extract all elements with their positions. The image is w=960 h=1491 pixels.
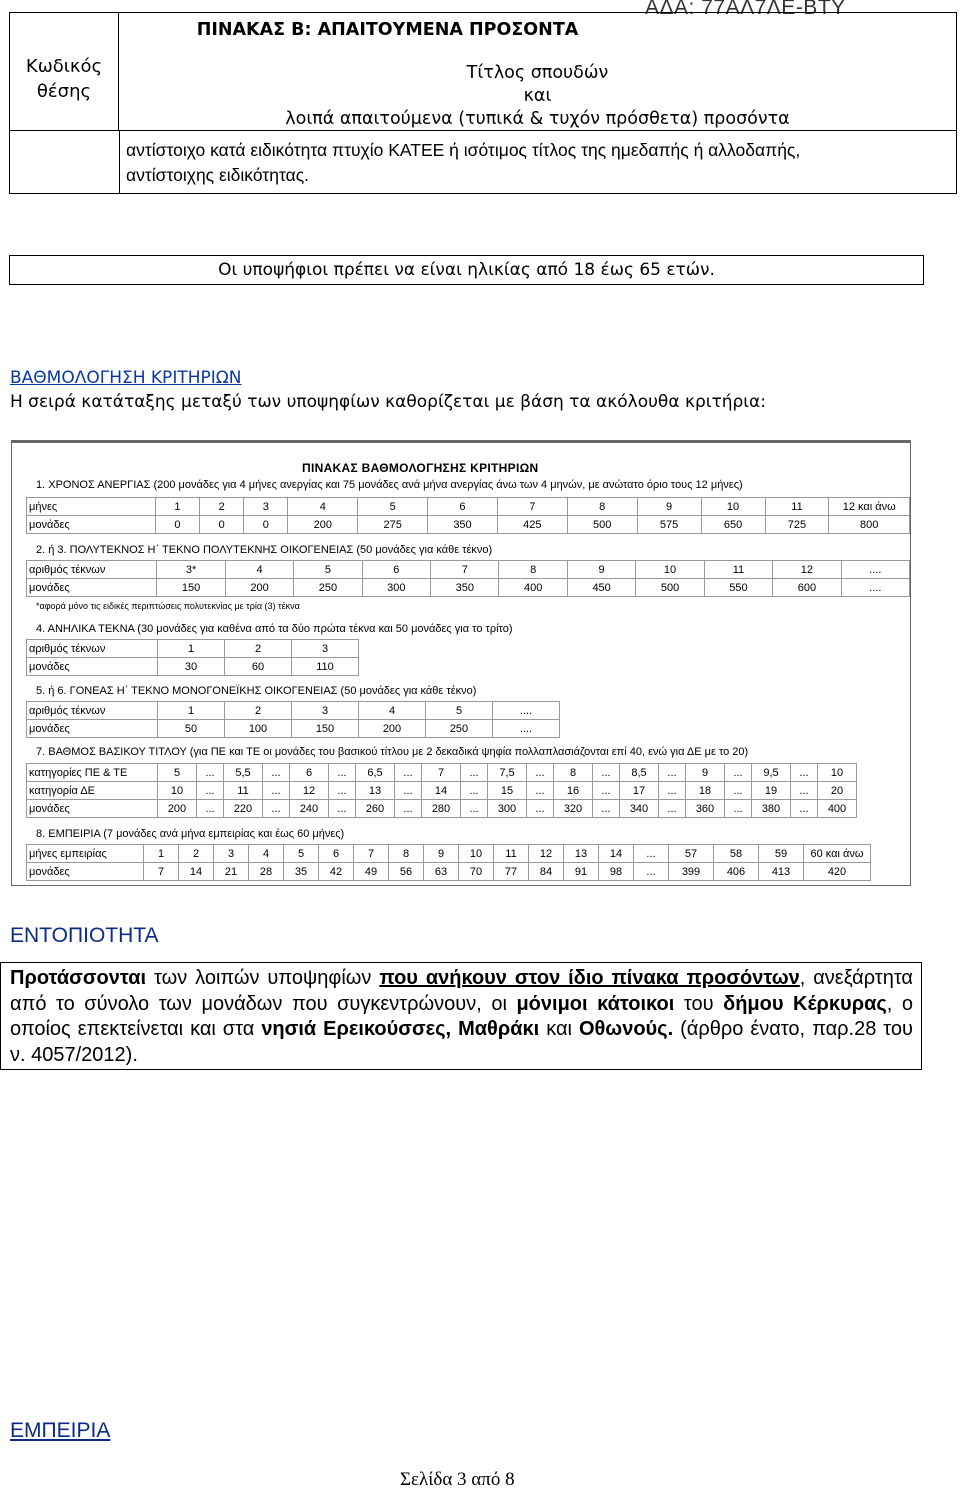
grading-cell: 725 <box>765 516 829 534</box>
locality-b1: Προτάσσονται <box>10 967 147 989</box>
grading-cell: 3 <box>292 702 359 720</box>
grading-cell: ... <box>593 800 620 818</box>
grading-cell: 98 <box>599 863 634 881</box>
grading-cell: 8 <box>567 498 637 516</box>
grading-cell: 10 <box>636 561 704 579</box>
grading-cell: ... <box>197 764 224 782</box>
grading-cell: 1 <box>155 498 199 516</box>
section-4-table <box>26 639 359 676</box>
grading-row-label: μονάδες <box>27 516 156 534</box>
grading-row <box>27 516 910 534</box>
grading-row <box>27 764 857 782</box>
grading-row <box>27 702 560 720</box>
grading-cell: 7 <box>422 764 461 782</box>
qualifications-header <box>119 13 956 130</box>
grading-cell: 63 <box>424 863 459 881</box>
grading-cell: 8 <box>389 845 424 863</box>
grading-cell: 3 <box>244 498 288 516</box>
locality-b3: δήμου Κέρκυρας <box>723 992 887 1015</box>
page-word: Σελίδα <box>400 1469 453 1490</box>
grading-row <box>27 640 359 658</box>
grading-cell: 413 <box>759 863 804 881</box>
section-8-heading: 8. ΕΜΠΕΙΡΙΑ (7 μονάδες ανά μήνα εμπειρίας και έως 60 μήνες) <box>36 828 345 840</box>
grading-row <box>27 782 857 800</box>
grading-cell: ... <box>725 800 752 818</box>
locality-t4: , ο οποίος επεκτείνεται και στα <box>10 992 913 1040</box>
grading-cell: 4 <box>249 845 284 863</box>
grading-cell: ... <box>659 782 686 800</box>
grading-cell: 500 <box>567 516 637 534</box>
grading-cell: 58 <box>714 845 759 863</box>
grading-cell: 10 <box>158 782 197 800</box>
grading-cell: 550 <box>704 579 772 597</box>
grading-cell: 240 <box>290 800 329 818</box>
grading-cell: ... <box>263 800 290 818</box>
grading-row <box>27 658 359 676</box>
qualifications-label-1: Τίτλος σπουδών <box>466 63 609 83</box>
grading-cell: 800 <box>829 516 910 534</box>
grading-cell: 57 <box>669 845 714 863</box>
age-requirement-box: Οι υποψήφιοι πρέπει να είναι ηλικίας από 18 έως 65 ετών. <box>9 255 924 285</box>
grading-cell: 5,5 <box>224 764 263 782</box>
scoring-heading: ΒΑΘΜΟΛΟΓΗΣΗ ΚΡΙΤΗΡΙΩΝ <box>10 368 242 388</box>
grading-cell: 59 <box>759 845 804 863</box>
locality-b5: Οθωνούς. <box>578 1018 674 1040</box>
section-2-table <box>26 560 910 597</box>
grading-cell: 60 και άνω <box>804 845 871 863</box>
grading-table-title: ΠΙΝΑΚΑΣ ΒΑΘΜΟΛΟΓΗΣΗΣ ΚΡΙΤΗΡΙΩΝ <box>302 461 539 475</box>
grading-row-label: μήνες εμπειρίας <box>27 845 144 863</box>
locality-t1: των λοιπών υποψηφίων <box>146 967 380 989</box>
grading-cell: 2 <box>225 702 292 720</box>
grading-cell: 30 <box>158 658 225 676</box>
grading-cell: 2 <box>225 640 292 658</box>
grading-cell: 1 <box>158 640 225 658</box>
requirements-table <box>9 12 957 194</box>
grading-row-label: αριθμός τέκνων <box>27 640 158 658</box>
grading-row-label: μονάδες <box>27 579 157 597</box>
grading-cell: 6,5 <box>356 764 395 782</box>
grading-row-label: αριθμός τέκνων <box>27 561 157 579</box>
grading-cell: 400 <box>818 800 857 818</box>
grading-cell: 380 <box>752 800 791 818</box>
grading-row <box>27 498 910 516</box>
grading-cell: 280 <box>422 800 461 818</box>
locality-u1: που ανήκουν στον ίδιο πίνακα προσόντων <box>379 967 800 989</box>
grading-cell: ... <box>593 764 620 782</box>
locality-b2: μόνιμοι κάτοικοι <box>516 992 675 1015</box>
grading-cell: ... <box>527 800 554 818</box>
grading-cell: 450 <box>567 579 635 597</box>
grading-cell: 9 <box>637 498 701 516</box>
position-code-label-1: Κωδικός <box>25 55 103 77</box>
section-5-heading: 5. ή 6. ΓΟΝΕΑΣ Η΄ ΤΕΚΝΟ ΜΟΝΟΓΟΝΕΪΚΗΣ ΟΙΚΟΓΕΝΕΙΑΣ (50 μονάδες για κάθε τέκνο) <box>36 685 477 697</box>
grading-cell: ... <box>659 764 686 782</box>
qualifications-label-2: και <box>523 86 552 106</box>
grading-cell: 3* <box>157 561 225 579</box>
grading-cell: 17 <box>620 782 659 800</box>
grading-cell: ... <box>197 800 224 818</box>
grading-cell: 7 <box>497 498 567 516</box>
grading-cell: 10 <box>818 764 857 782</box>
locality-heading: ΕΝΤΟΠΙΟΤΗΤΑ <box>10 924 159 947</box>
grading-cell: 4 <box>225 561 293 579</box>
grading-cell: 60 <box>225 658 292 676</box>
grading-cell: .... <box>841 561 909 579</box>
grading-cell: 1 <box>144 845 179 863</box>
grading-cell: 275 <box>358 516 428 534</box>
grading-cell: 0 <box>155 516 199 534</box>
qualifications-label-3: λοιπά απαιτούμενα (τυπικά & τυχόν πρόσθετα) προσόντα <box>285 109 790 129</box>
grading-cell: 650 <box>701 516 765 534</box>
grading-cell: 200 <box>225 579 293 597</box>
grading-cell: 220 <box>224 800 263 818</box>
grading-cell: 14 <box>422 782 461 800</box>
grading-row <box>27 720 560 738</box>
locality-t6: (άρθρο ένατο, παρ.28 του ν. 4057/2012). <box>10 1018 913 1066</box>
grading-cell: ... <box>791 782 818 800</box>
qualifications-text-1: αντίστοιχο κατά ειδικότητα πτυχίο ΚΑΤΕΕ ή ισότιμος τίτλος της ημεδαπής ή αλλοδαπής, <box>126 140 801 160</box>
grading-cell: 50 <box>158 720 225 738</box>
grading-cell: 300 <box>362 579 430 597</box>
grading-cell: 100 <box>225 720 292 738</box>
grading-cell: 11 <box>494 845 529 863</box>
locality-b4: νησιά Ερεικούσσες, Μαθράκι <box>261 1018 540 1040</box>
grading-cell: ... <box>395 782 422 800</box>
section-8-table <box>26 844 871 881</box>
grading-cell: 14 <box>599 845 634 863</box>
grading-cell: 16 <box>554 782 593 800</box>
grading-cell: .... <box>493 702 560 720</box>
grading-cell: 200 <box>158 800 197 818</box>
grading-cell: 70 <box>459 863 494 881</box>
grading-cell: 12 <box>773 561 841 579</box>
grading-cell: 9,5 <box>752 764 791 782</box>
scoring-intro: Η σειρά κατάταξης μεταξύ των υποψηφίων καθορίζεται με βάση τα ακόλουθα κριτήρια: <box>10 392 766 412</box>
grading-cell: 400 <box>499 579 567 597</box>
grading-cell: 250 <box>426 720 493 738</box>
grading-cell: 0 <box>200 516 244 534</box>
grading-cell: 420 <box>804 863 871 881</box>
grading-cell: 10 <box>459 845 494 863</box>
grading-cell: 13 <box>356 782 395 800</box>
grading-cell: 91 <box>564 863 599 881</box>
grading-cell: 13 <box>564 845 599 863</box>
grading-cell: 15 <box>488 782 527 800</box>
section-2-footnote: *αφορά μόνο τις ειδικές περιπτώσεις πολυτεκνίας με τρία (3) τέκνα <box>36 601 300 611</box>
grading-row <box>27 579 910 597</box>
requirements-table-title: ΠΙΝΑΚΑΣ Β: ΑΠΑΙΤΟΥΜΕΝΑ ΠΡΟΣΟΝΤΑ <box>196 20 579 40</box>
grading-cell: 6 <box>319 845 354 863</box>
grading-cell: 5 <box>158 764 197 782</box>
grading-cell: 6 <box>362 561 430 579</box>
grading-cell: 5 <box>294 561 362 579</box>
grading-cell: 320 <box>554 800 593 818</box>
grading-cell: 399 <box>669 863 714 881</box>
qualifications-cell <box>120 131 956 193</box>
grading-cell: ... <box>634 863 669 881</box>
grading-row-label: μονάδες <box>27 800 158 818</box>
grading-cell: 21 <box>214 863 249 881</box>
grading-cell: 11 <box>765 498 829 516</box>
grading-row-label: μήνες <box>27 498 156 516</box>
grading-cell: ... <box>725 764 752 782</box>
grading-cell: 11 <box>224 782 263 800</box>
grading-cell: 340 <box>620 800 659 818</box>
grading-cell: ... <box>263 764 290 782</box>
position-code-label-2: θέσης <box>36 80 92 102</box>
section-5-table <box>26 701 560 738</box>
grading-cell: ... <box>329 764 356 782</box>
qualifications-text-2: αντίστοιχης ειδικότητας. <box>126 165 310 185</box>
grading-row <box>27 863 871 881</box>
grading-cell: ... <box>659 800 686 818</box>
ada-code: ΑΔΑ: 77ΑΛ7ΛΕ-ΒΤΥ <box>645 0 846 19</box>
locality-t3: του <box>674 992 724 1015</box>
locality-t5: και <box>539 1018 579 1040</box>
grading-cell: ... <box>263 782 290 800</box>
grading-cell: ... <box>395 800 422 818</box>
grading-cell: ... <box>329 800 356 818</box>
requirements-row <box>10 131 956 193</box>
grading-cell: ... <box>461 782 488 800</box>
grading-cell: 14 <box>179 863 214 881</box>
grading-cell: 0 <box>244 516 288 534</box>
experience-heading: ΕΜΠΕΙΡΙΑ <box>10 1419 111 1442</box>
grading-row-label: μονάδες <box>27 720 158 738</box>
grading-cell: 9 <box>424 845 459 863</box>
grading-cell: 7 <box>354 845 389 863</box>
grading-cell: 250 <box>294 579 362 597</box>
grading-cell: 150 <box>292 720 359 738</box>
section-1-heading: 1. ΧΡΟΝΟΣ ΑΝΕΡΓΙΑΣ (200 μονάδες για 4 μήνες ανεργίας και 75 μονάδες ανά μήνα ανεργίας άνω των 4 μηνών, με ανώτατο όριο τους 12 μήνες) <box>36 479 743 491</box>
grading-row <box>27 800 857 818</box>
section-2-heading: 2. ή 3. ΠΟΛΥΤΕΚΝΟΣ Η΄ ΤΕΚΝΟ ΠΟΛΥΤΕΚΝΗΣ ΟΙΚΟΓΕΝΕΙΑΣ (50 μονάδες για κάθε τέκνο) <box>36 544 493 556</box>
section-7-heading: 7. ΒΑΘΜΟΣ ΒΑΣΙΚΟΥ ΤΙΤΛΟΥ (για ΠΕ και ΤΕ οι μονάδες του βασικού τίτλου με 2 δεκαδικά ψηφία πολλαπλασιάζονται επί 40, ενώ για ΔΕ με το 20) <box>36 746 749 758</box>
grading-cell: 260 <box>356 800 395 818</box>
grading-cell: 12 και άνω <box>829 498 910 516</box>
grading-cell: 7 <box>144 863 179 881</box>
grading-cell: 2 <box>179 845 214 863</box>
grading-cell: 110 <box>292 658 359 676</box>
grading-cell: 150 <box>157 579 225 597</box>
grading-cell: 500 <box>636 579 704 597</box>
section-1-table <box>26 497 910 534</box>
grading-cell: ... <box>527 764 554 782</box>
page-total: 8 <box>505 1469 515 1490</box>
page-current: 3 <box>457 1469 467 1490</box>
grading-cell: ... <box>791 800 818 818</box>
page-indicator <box>400 1469 515 1491</box>
grading-cell: 200 <box>288 516 358 534</box>
grading-cell: 5 <box>358 498 428 516</box>
grading-cell: 84 <box>529 863 564 881</box>
grading-cell: 5 <box>426 702 493 720</box>
grading-cell: 350 <box>431 579 499 597</box>
position-code-cell <box>10 131 120 193</box>
grading-cell: 56 <box>389 863 424 881</box>
grading-cell: 49 <box>354 863 389 881</box>
grading-cell: 8,5 <box>620 764 659 782</box>
grading-cell: 575 <box>637 516 701 534</box>
grading-cell: ... <box>527 782 554 800</box>
grading-cell: 28 <box>249 863 284 881</box>
grading-cell: 360 <box>686 800 725 818</box>
grading-cell: ... <box>461 800 488 818</box>
grading-cell: .... <box>841 579 909 597</box>
grading-cell: 19 <box>752 782 791 800</box>
grading-cell: ... <box>634 845 669 863</box>
grading-cell: ... <box>197 782 224 800</box>
grading-cell: 1 <box>158 702 225 720</box>
grading-cell: 4 <box>288 498 358 516</box>
grading-cell: 406 <box>714 863 759 881</box>
grading-cell: 425 <box>497 516 567 534</box>
locality-t2: , ανεξάρτητα από το σύνολο των μονάδων που συγκεντρώνουν, οι <box>10 967 913 1015</box>
grading-cell: 5 <box>284 845 319 863</box>
grading-row-label: κατηγορία ΔΕ <box>27 782 158 800</box>
grading-cell: 6 <box>290 764 329 782</box>
grading-cell: 200 <box>359 720 426 738</box>
grading-cell: 600 <box>773 579 841 597</box>
grading-row <box>27 845 871 863</box>
grading-row <box>27 561 910 579</box>
grading-cell: .... <box>493 720 560 738</box>
grading-cell: 11 <box>704 561 772 579</box>
grading-cell: ... <box>329 782 356 800</box>
grading-cell: 10 <box>701 498 765 516</box>
grading-cell: 18 <box>686 782 725 800</box>
grading-cell: ... <box>593 782 620 800</box>
grading-cell: 6 <box>428 498 498 516</box>
grading-cell: 8 <box>554 764 593 782</box>
grading-cell: 7 <box>431 561 499 579</box>
requirements-table-header <box>10 13 956 131</box>
grading-cell: 7,5 <box>488 764 527 782</box>
section-7-table <box>26 763 857 818</box>
locality-text-box <box>0 962 922 1070</box>
grading-cell: 42 <box>319 863 354 881</box>
grading-cell: 8 <box>499 561 567 579</box>
grading-cell: 300 <box>488 800 527 818</box>
page-of: από <box>471 1469 501 1490</box>
grading-cell: 350 <box>428 516 498 534</box>
grading-cell: 3 <box>292 640 359 658</box>
grading-cell: 3 <box>214 845 249 863</box>
grading-cell: 35 <box>284 863 319 881</box>
section-4-heading: 4. ΑΝΗΛΙΚΑ ΤΕΚΝΑ (30 μονάδες για καθένα από τα δύο πρώτα τέκνα και 50 μονάδες για το τρίτο) <box>36 623 513 635</box>
grading-cell: 12 <box>529 845 564 863</box>
grading-cell: ... <box>461 764 488 782</box>
grading-row-label: αριθμός τέκνων <box>27 702 158 720</box>
grading-cell: ... <box>395 764 422 782</box>
grading-row-label: μονάδες <box>27 658 158 676</box>
grading-cell: 2 <box>200 498 244 516</box>
grading-row-label: μονάδες <box>27 863 144 881</box>
grading-cell: 9 <box>567 561 635 579</box>
grading-table-image <box>11 440 911 886</box>
grading-row-label: κατηγορίες ΠΕ & ΤΕ <box>27 764 158 782</box>
grading-cell: 9 <box>686 764 725 782</box>
grading-cell: ... <box>791 764 818 782</box>
grading-cell: 4 <box>359 702 426 720</box>
grading-cell: 12 <box>290 782 329 800</box>
grading-cell: 77 <box>494 863 529 881</box>
grading-cell: ... <box>725 782 752 800</box>
grading-cell: 20 <box>818 782 857 800</box>
